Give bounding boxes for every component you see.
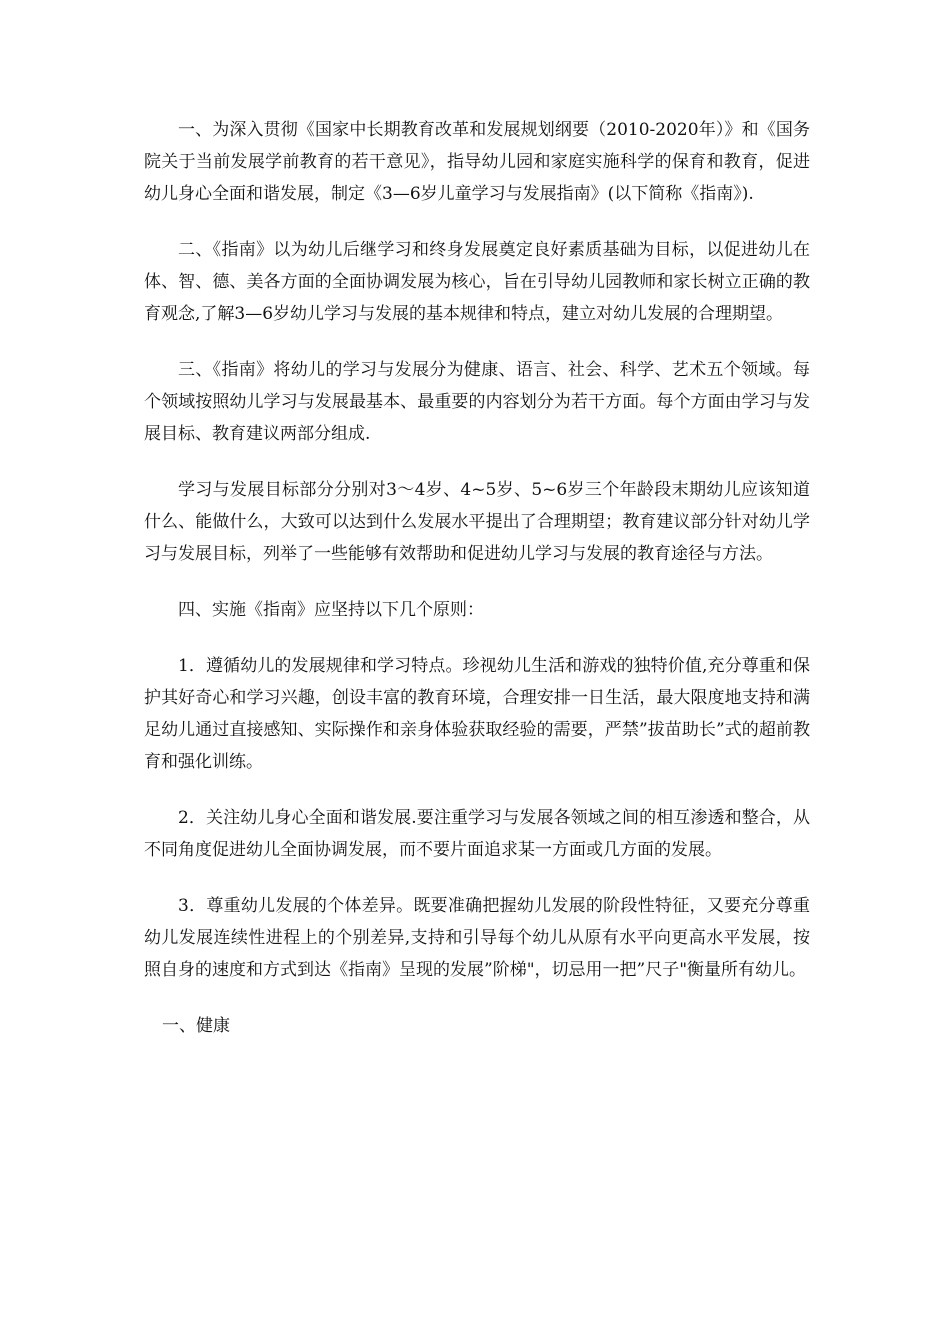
paragraph-guide-domains: 三、《指南》将幼儿的学习与发展分为健康、语言、社会、科学、艺术五个领域。每个领域按照幼儿学习与发展最基本、最重要的内容划分为若干方面。每个方面由学习与发展目标、教育建议两部分组成. (144, 360, 810, 444)
paragraph-goals-and-suggestions: 学习与发展目标部分分别对3～4岁、4~5岁、5~6岁三个年龄段末期幼儿应该知道什么、能做什么，大致可以达到什么发展水平提出了合理期望；教育建议部分针对幼儿学习与发展目标，列举了一些能够有效帮助和促进幼儿学习与发展的教育途径与方法。 (144, 480, 810, 564)
paragraph-principle-3: 3．尊重幼儿发展的个体差异。既要准确把握幼儿发展的阶段性特征，又要充分尊重幼儿发展连续性进程上的个别差异,支持和引导每个幼儿从原有水平向更高水平发展，按照自身的速度和方式到达《指南》呈现的发展”阶梯"，切忌用一把”尺子"衡量所有幼儿。 (144, 896, 810, 980)
paragraph-principles-intro: 四、实施《指南》应坚持以下几个原则： (178, 600, 484, 620)
paragraph-intro-purpose: 一、为深入贯彻《国家中长期教育改革和发展规划纲要（2010-2020年）》和《国务院关于当前发展学前教育的若干意见》，指导幼儿园和家庭实施科学的保育和教育，促进幼儿身心全面和谐发展，制定《3—6岁儿童学习与发展指南》(以下简称《指南》). (144, 120, 810, 204)
section-heading-health: 一、健康 (162, 1016, 230, 1036)
paragraph-guide-goal: 二、《指南》以为幼儿后继学习和终身发展奠定良好素质基础为目标，以促进幼儿在体、智、德、美各方面的全面协调发展为核心，旨在引导幼儿园教师和家长树立正确的教育观念,了解3—6岁幼儿学习与发展的基本规律和特点，建立对幼儿发展的合理期望。 (144, 240, 810, 324)
paragraph-principle-2: 2．关注幼儿身心全面和谐发展.要注重学习与发展各领域之间的相互渗透和整合，从不同角度促进幼儿全面协调发展，而不要片面追求某一方面或几方面的发展。 (144, 808, 810, 860)
document-body (144, 114, 810, 1042)
paragraph-principle-1: 1．遵循幼儿的发展规律和学习特点。珍视幼儿生活和游戏的独特价值,充分尊重和保护其好奇心和学习兴趣，创设丰富的教育环境，合理安排一日生活，最大限度地支持和满足幼儿通过直接感知、实际操作和亲身体验获取经验的需要，严禁”拔苗助长”式的超前教育和强化训练。 (144, 656, 810, 772)
